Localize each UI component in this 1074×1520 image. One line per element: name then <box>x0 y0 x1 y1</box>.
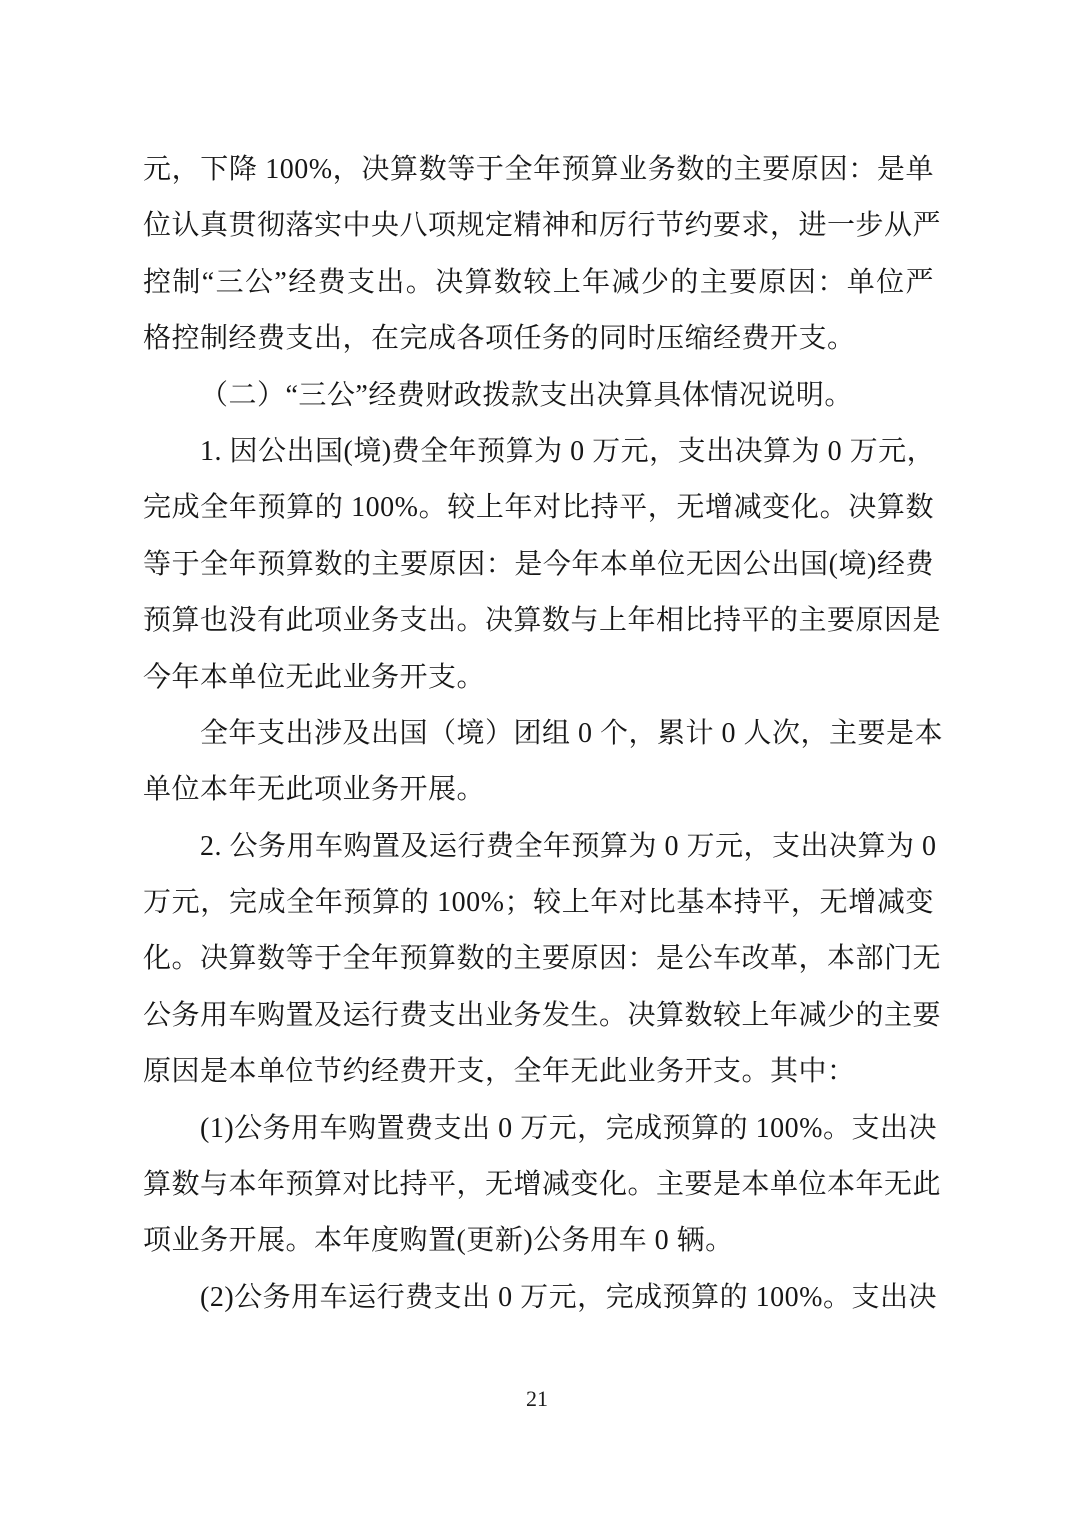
document-body <box>143 142 944 1326</box>
text-line: 完成全年预算的 100%。较上年对比持平，无增减变化。决算数 <box>143 492 934 524</box>
text-line: 项业务开展。本年度购置(更新)公务用车 0 辆。 <box>143 1225 734 1257</box>
text-line: 控制“三公”经费支出。决算数较上年减少的主要原因：单位严 <box>143 266 934 298</box>
page-number: 21 <box>526 1386 548 1411</box>
text-line: 元，下降 100%，决算数等于全年预算业务数的主要原因：是单 <box>143 154 934 185</box>
text-line: 算数与本年预算对比持平，无增减变化。主要是本单位本年无此 <box>143 1169 942 1201</box>
text-line: （二）“三公”经费财政拨款支出决算具体情况说明。 <box>200 379 853 411</box>
text-line: 等于全年预算数的主要原因：是今年本单位无因公出国(境)经费 <box>143 548 934 580</box>
text-line: 全年支出涉及出国（境）团组 0 个，累计 0 人次，主要是本 <box>200 717 944 749</box>
text-line: (1)公务用车购置费支出 0 万元，完成预算的 100%。支出决 <box>200 1112 937 1144</box>
text-line: (2)公务用车运行费支出 0 万元，完成预算的 100%。支出决 <box>200 1281 937 1313</box>
text-line: 2. 公务用车购置及运行费全年预算为 0 万元，支出决算为 0 <box>200 830 937 862</box>
text-line: 1. 因公出国(境)费全年预算为 0 万元，支出决算为 0 万元， <box>200 435 936 467</box>
text-line: 今年本单位无此业务开支。 <box>143 661 486 693</box>
text-line: 预算也没有此项业务支出。决算数与上年相比持平的主要原因是 <box>143 605 942 637</box>
text-line: 位认真贯彻落实中央八项规定精神和厉行节约要求，进一步从严 <box>143 210 942 242</box>
text-line: 单位本年无此项业务开展。 <box>143 774 486 806</box>
text-line: 格控制经费支出，在完成各项任务的同时压缩经费开支。 <box>143 323 856 355</box>
text-line: 原因是本单位节约经费开支，全年无此业务开支。其中： <box>143 1056 856 1088</box>
text-line: 万元，完成全年预算的 100%；较上年对比基本持平，无增减变 <box>143 887 934 919</box>
text-line: 公务用车购置及运行费支出业务发生。决算数较上年减少的主要 <box>143 999 942 1031</box>
text-line: 化。决算数等于全年预算数的主要原因：是公车改革，本部门无 <box>143 943 942 975</box>
